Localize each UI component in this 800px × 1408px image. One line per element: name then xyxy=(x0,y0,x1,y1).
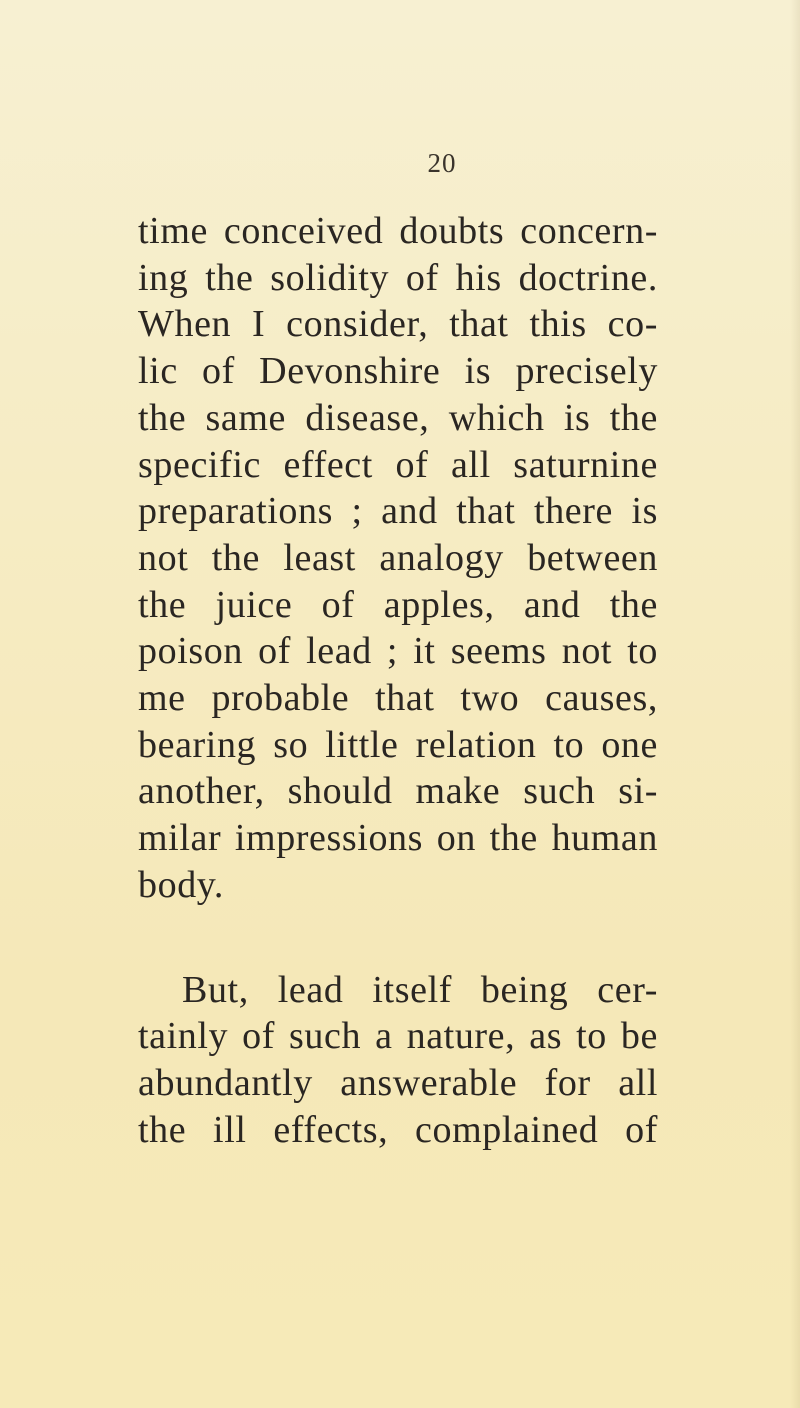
text-line: When I consider, that this co- xyxy=(138,303,658,346)
text-line: tainly of such a nature, as to be xyxy=(138,1015,658,1058)
text-line: lic of Devonshire is precisely xyxy=(138,350,658,393)
text-line: abundantly answerable for all xyxy=(138,1061,658,1104)
paragraph-2 xyxy=(138,967,658,1154)
text-line: the ill effects, complained of xyxy=(138,1108,658,1151)
text-line: poison of lead ; it seems not to xyxy=(138,630,658,673)
paragraph-1 xyxy=(138,208,658,909)
text-line: ing the solidity of his doctrine. xyxy=(138,256,658,299)
text-line: not the least analogy between xyxy=(138,536,658,579)
text-line: the same disease, which is the xyxy=(138,396,658,439)
text-line: preparations ; and that there is xyxy=(138,490,658,533)
text-line: me probable that two causes, xyxy=(138,677,658,720)
text-line: body. xyxy=(138,863,225,906)
text-line: milar impressions on the human xyxy=(138,817,658,860)
text-line: bearing so little relation to one xyxy=(138,723,658,766)
page-edge xyxy=(790,0,800,1408)
text-line: another, should make such si- xyxy=(138,770,658,813)
text-line: the juice of apples, and the xyxy=(138,583,658,626)
body-text xyxy=(138,208,658,1153)
text-line: specific effect of all saturnine xyxy=(138,443,658,486)
page-number: 20 xyxy=(427,148,457,178)
paragraph-gap xyxy=(138,909,658,967)
text-line: But, lead itself being cer- xyxy=(182,968,658,1011)
text-line: time conceived doubts concern- xyxy=(138,210,658,252)
